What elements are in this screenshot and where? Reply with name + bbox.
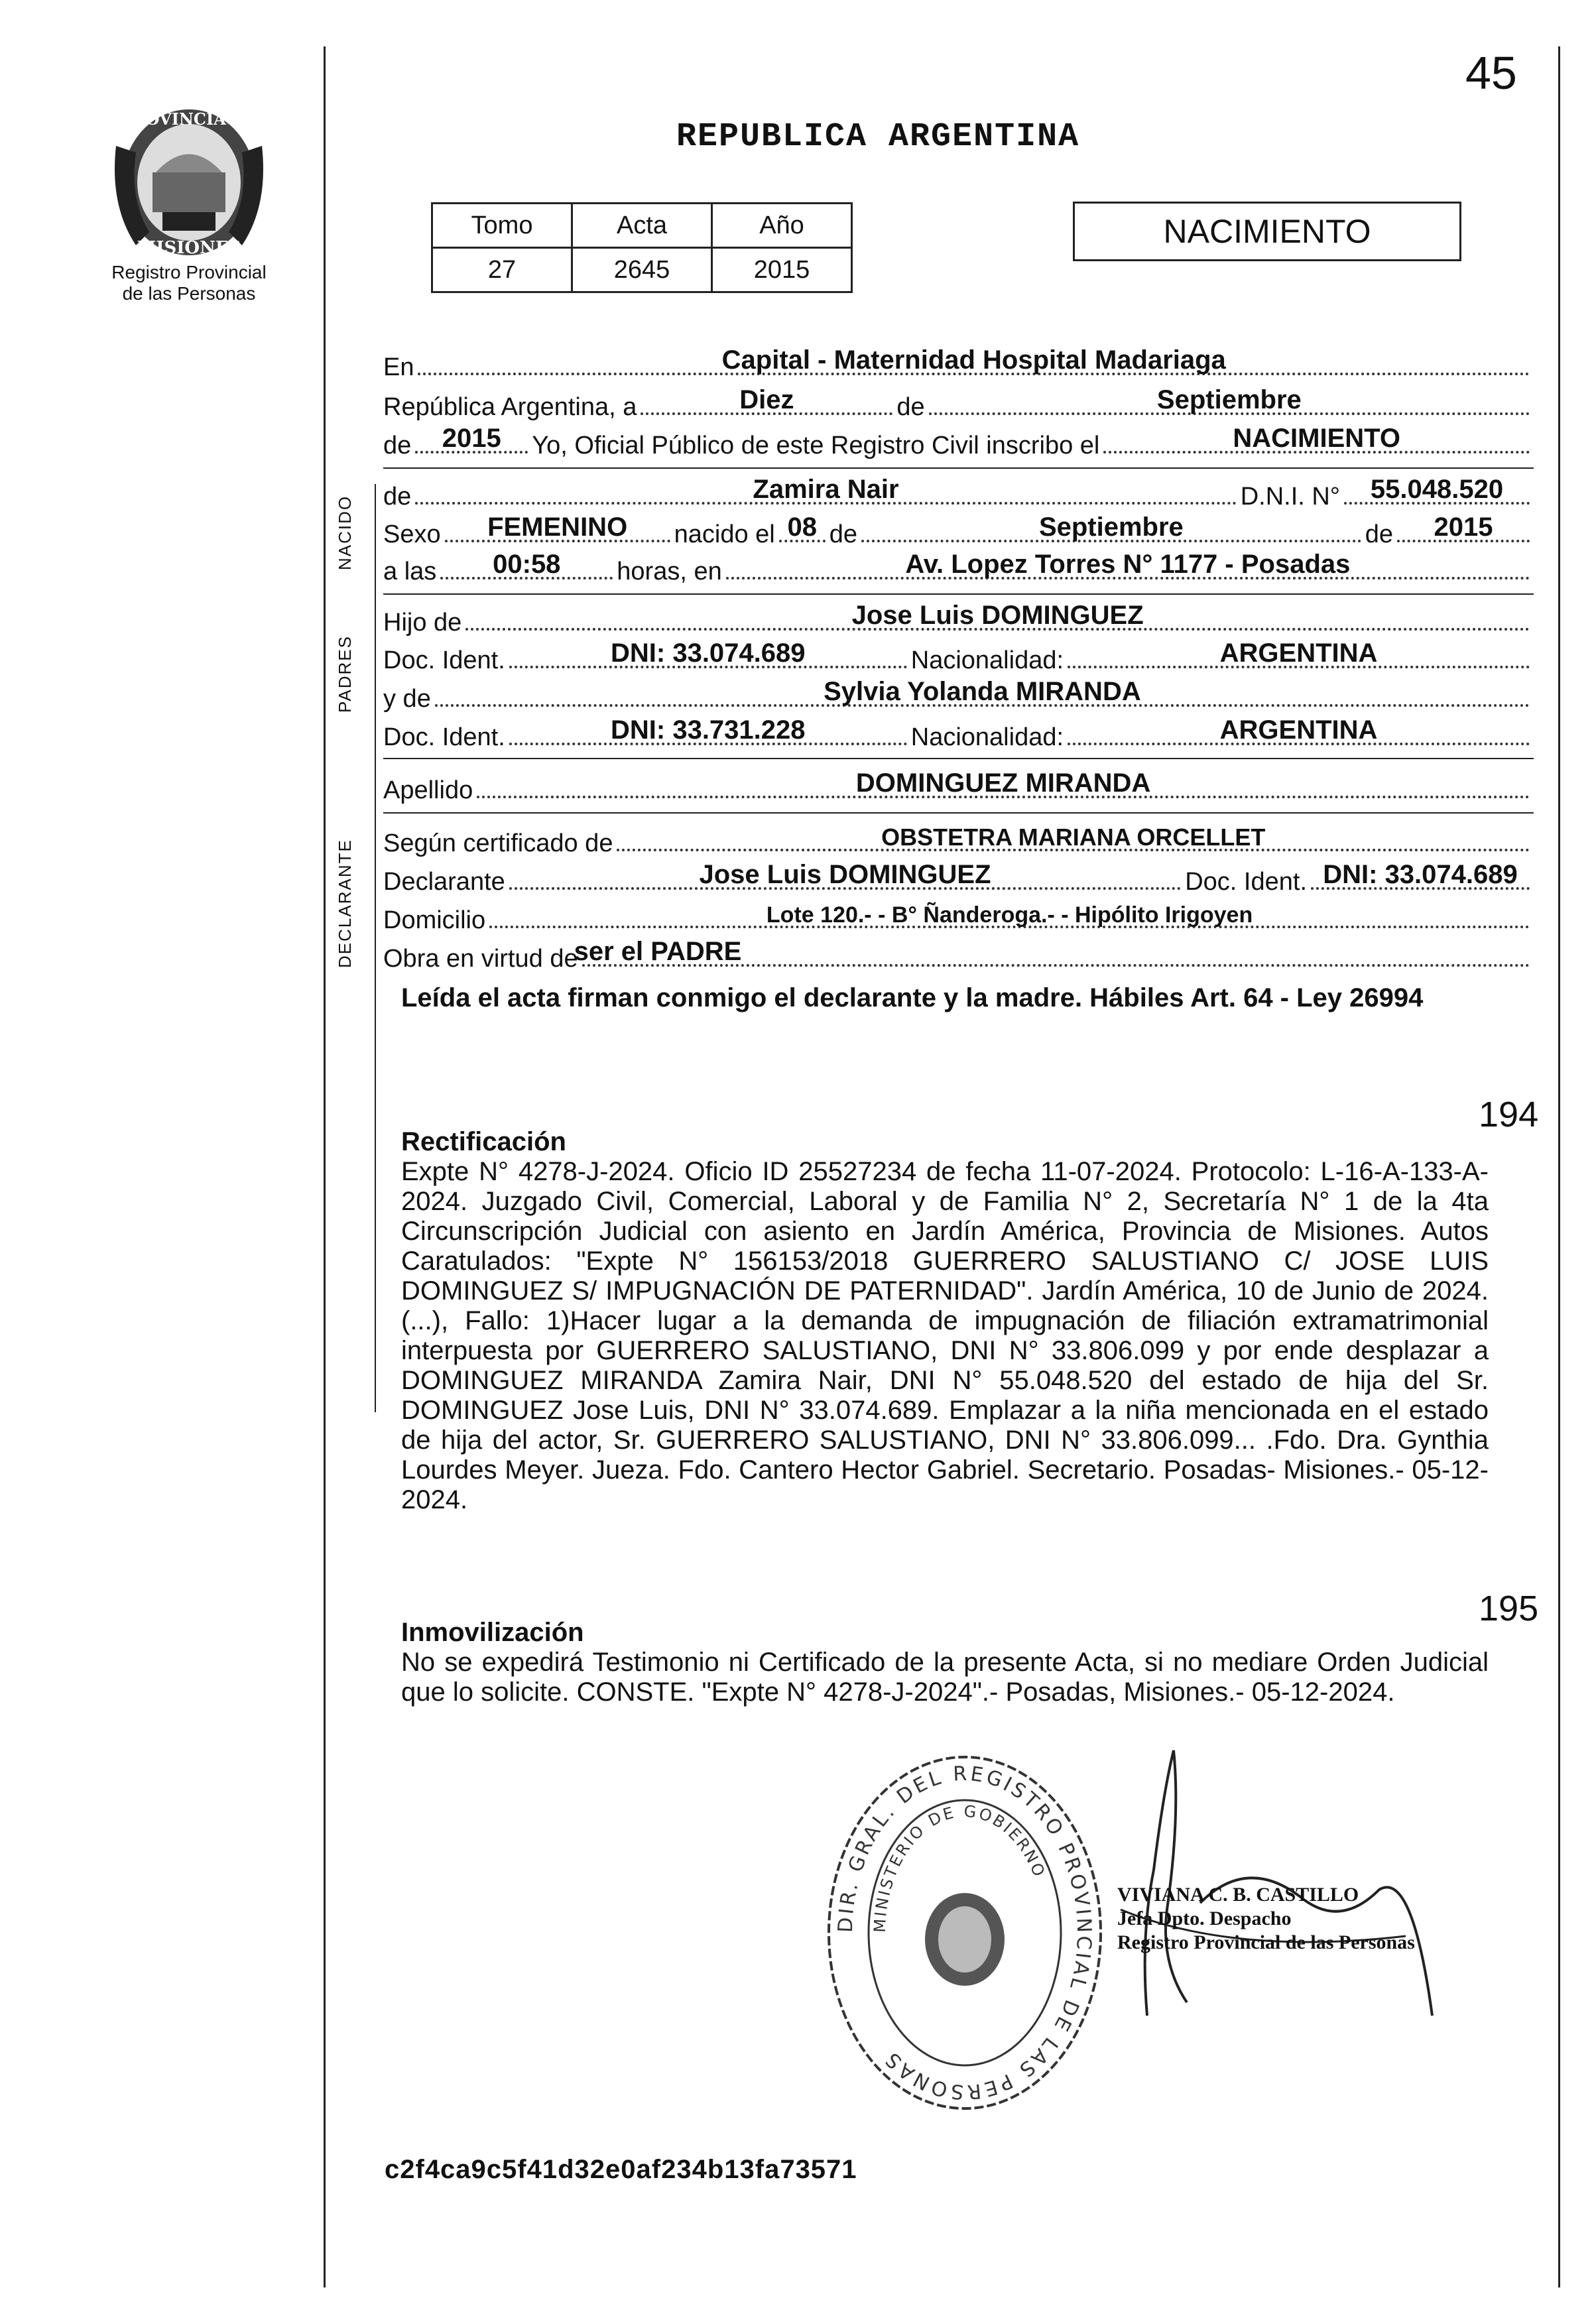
rule-1 xyxy=(383,467,1534,469)
place-label: En xyxy=(383,353,414,381)
born-day: 08 xyxy=(787,513,817,542)
surname-row xyxy=(383,768,1534,805)
father-nat-value: ARGENTINA xyxy=(1219,639,1378,668)
surname-label: Apellido xyxy=(383,776,473,804)
born-month: Septiembre xyxy=(1038,513,1184,542)
acta-value: 2645 xyxy=(572,248,712,292)
born-month-label: de xyxy=(829,520,858,548)
signer-name: VIVIANA C. B. CASTILLO xyxy=(1117,1884,1359,1906)
father-doc-label: Doc. Ident. xyxy=(383,646,505,674)
country-title: REPUBLICA ARGENTINA xyxy=(676,118,1080,156)
date-row xyxy=(383,385,1534,422)
declarant-value: Jose Luis DOMINGUEZ xyxy=(699,860,991,889)
registry-table xyxy=(431,202,853,293)
father-doc-row xyxy=(383,638,1534,675)
signer-office: Registro Provincial de las Personas xyxy=(1117,1931,1415,1953)
sex-value: FEMENINO xyxy=(487,513,628,542)
birth-place-label: horas, en xyxy=(617,558,722,585)
form-section-line xyxy=(375,484,376,1412)
declarant-doc-value: DNI: 33.074.689 xyxy=(1323,860,1518,889)
tomo-value: 27 xyxy=(432,248,572,292)
svg-text:PROVINCIA DE: PROVINCIA DE xyxy=(120,109,258,129)
name-value: Zamira Nair xyxy=(753,475,899,504)
note-195-number: 195 xyxy=(1479,1589,1539,1628)
sex-row xyxy=(383,512,1534,549)
mother-doc-value: DNI: 33.731.228 xyxy=(611,715,806,745)
anio-value: 2015 xyxy=(712,248,852,292)
father-value: Jose Luis DOMINGUEZ xyxy=(851,601,1144,630)
svg-text:MINISTERIO DE GOBIERNO: MINISTERIO DE GOBIERNO xyxy=(870,1801,1050,1933)
time-row xyxy=(383,549,1534,586)
dni-value: 55.048.520 xyxy=(1370,475,1504,504)
father-label: Hijo de xyxy=(383,609,462,637)
father-row xyxy=(383,600,1534,637)
surname-value: DOMINGUEZ MIRANDA xyxy=(855,768,1151,798)
signer-title: Jefa Dpto. Despacho xyxy=(1117,1908,1292,1929)
address-row xyxy=(383,898,1534,935)
certificate-label: Según certificado de xyxy=(383,829,613,857)
mother-value: Sylvia Yolanda MIRANDA xyxy=(824,677,1141,706)
closing-text: Leída el acta firman conmigo el declarante y la madre. Hábiles Art. 64 - Ley 26994 xyxy=(401,983,1424,1012)
rule-4 xyxy=(383,812,1534,814)
mother-nat-value: ARGENTINA xyxy=(1219,715,1378,745)
left-margin-line xyxy=(324,46,326,2287)
name-row xyxy=(383,474,1534,511)
note-194-number: 194 xyxy=(1479,1095,1539,1134)
signature-icon xyxy=(1101,1737,1459,2022)
svg-text:MISIONES: MISIONES xyxy=(137,238,241,258)
sex-label: Sexo xyxy=(383,520,441,548)
declarant-doc-label: Doc. Ident. xyxy=(1185,868,1307,896)
year-value: 2015 xyxy=(442,424,501,453)
place-value: Capital - Maternidad Hospital Madariaga xyxy=(721,345,1226,375)
mother-nat-label: Nacionalidad: xyxy=(910,723,1064,751)
registry-table-header-row xyxy=(432,204,852,248)
month-value: Septiembre xyxy=(1156,385,1302,414)
page-number: 45 xyxy=(1465,47,1517,99)
officer-text: Yo, Oficial Público de este Registro Civil inscribo el xyxy=(532,432,1100,459)
father-doc-value: DNI: 33.074.689 xyxy=(611,639,806,668)
record-type-box: NACIMIENTO xyxy=(1073,202,1461,261)
country-day-label: República Argentina, a xyxy=(383,393,637,421)
born-section-label: NACIDO xyxy=(335,495,355,570)
registry-label: Registro Provincial de las Personas xyxy=(111,262,267,304)
immobilization-title: Inmovilización xyxy=(401,1618,584,1647)
certificate-row xyxy=(383,821,1534,858)
declarant-row xyxy=(383,859,1534,896)
born-year-label: de xyxy=(1365,520,1393,548)
time-label: a las xyxy=(383,558,437,585)
born-label: nacido el xyxy=(674,520,775,548)
day-value: Diez xyxy=(739,385,794,414)
address-value: Lote 120.- - B° Ñanderoga.- - Hipólito Irigoyen xyxy=(766,902,1253,928)
right-margin-line xyxy=(1558,46,1560,2287)
immobilization-text: No se expedirá Testimonio ni Certificado de la presente Acta, si no mediare Orden Judicial que lo solicite. CONSTE. "Expte N° 4278-J-2024".- Posadas, Misiones.- 05-12-2024. xyxy=(401,1648,1489,1707)
time-value: 00:58 xyxy=(493,550,561,579)
mother-label: y de xyxy=(383,685,431,713)
mother-doc-row xyxy=(383,715,1534,752)
tomo-header: Tomo xyxy=(432,204,572,248)
birth-place-value: Av. Lopez Torres N° 1177 - Posadas xyxy=(905,550,1351,579)
signer-block xyxy=(1117,1883,1415,1955)
rule-2 xyxy=(383,593,1534,595)
acta-header: Acta xyxy=(572,204,712,248)
capacity-value: ser el PADRE xyxy=(574,937,742,966)
dni-label: D.N.I. N° xyxy=(1240,483,1340,511)
rectification-title: Rectificación xyxy=(401,1127,566,1156)
official-seal-icon xyxy=(812,1740,1117,2112)
rectification-text: Expte N° 4278-J-2024. Oficio ID 25527234 de fecha 11-07-2024. Protocolo: L-16-A-133-A-2024. Juzgado Civil, Comercial, Laboral y de Familia N° 2, Secretaría N° 1 de la 4ta Circunscripción Judicial con asiento en Jardín América, Provincia de Misiones. Autos Caratulados: "Expte N° 156153/2018 GUERRERO SALUSTIANO C/ JOSE LUIS DOMINGUEZ S/ IMPUGNACIÓN DE PATERNIDAD". Jardín América, 10 de Junio de 2024. (...), Fallo: 1)Hacer lugar a la demanda de impugnación de filiación extramatrimonial interpuesta por GUERRERO SALUSTIANO, DNI N° 33.806.099 y por ende desplazar a DOMINGUEZ MIRANDA Zamira Nair, DNI N° 55.048.520 del estado de hija del Sr. DOMINGUEZ Jose Luis, DNI N° 33.074.689. Emplazar a la niña mencionada en el estado de hija del actor, Sr. GUERRERO SALUSTIANO, DNI N° 33.806.099... .Fdo. Dra. Gynthia Lourdes Meyer. Jueza. Fdo. Cantero Hector Gabriel. Secretario. Posadas- Misiones.- 05-12-2024. xyxy=(401,1157,1489,1514)
registry-table-value-row xyxy=(432,248,852,292)
parents-section-label: PADRES xyxy=(335,635,355,713)
registration-type: NACIMIENTO xyxy=(1233,424,1400,453)
mother-row xyxy=(383,676,1534,713)
rule-3 xyxy=(383,758,1534,759)
address-label: Domicilio xyxy=(383,906,486,934)
month-label: de xyxy=(896,393,925,421)
name-label: de xyxy=(383,483,412,511)
capacity-label: Obra en virtud de xyxy=(383,945,578,973)
capacity-row xyxy=(383,936,1534,973)
svg-text:DIR. GRAL. DEL REGISTRO PROVIN: DIR. GRAL. DEL REGISTRO PROVINCIAL DE LAS PERSONAS xyxy=(833,1762,1096,2104)
father-nat-label: Nacionalidad: xyxy=(910,646,1064,674)
province-logo-icon xyxy=(109,99,269,265)
declarant-label: Declarante xyxy=(383,868,505,896)
document-hash: c2f4ca9c5f41d32e0af234b13fa73571 xyxy=(385,2155,857,2184)
year-label: de xyxy=(383,432,412,459)
certificate-value: OBSTETRA MARIANA ORCELLET xyxy=(881,823,1266,851)
officer-row xyxy=(383,423,1534,460)
declarant-section-label: DECLARANTE xyxy=(335,839,355,968)
place-row xyxy=(383,345,1534,382)
anio-header: Año xyxy=(712,204,852,248)
born-year: 2015 xyxy=(1434,513,1493,542)
mother-doc-label: Doc. Ident. xyxy=(383,723,505,751)
